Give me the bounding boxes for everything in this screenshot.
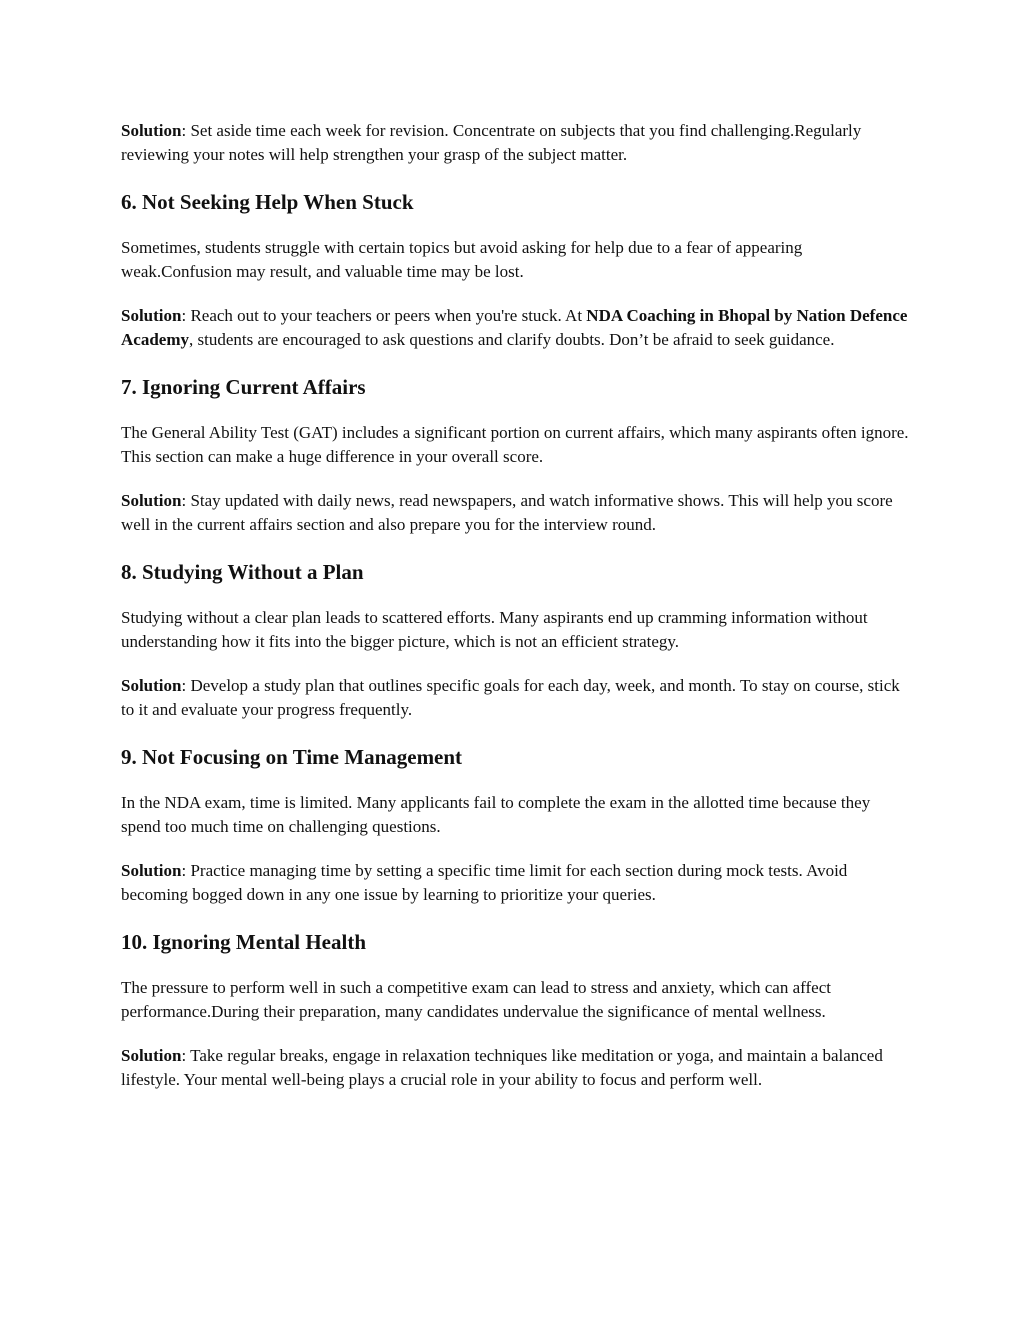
section-solution-10: [121, 1044, 911, 1092]
solution-text: : Set aside time each week for revision. Concentrate on subjects that you find challenging.Regularly reviewing your notes will help strengthen your grasp of the subject matter.: [121, 121, 862, 164]
section-body-7: The General Ability Test (GAT) includes a significant portion on current affairs, which many aspirants often ignore. This section can make a huge difference in your overall score.: [121, 423, 909, 466]
solution-text: , students are encouraged to ask questions and clarify doubts. Don’t be afraid to seek guidance.: [188, 330, 835, 349]
section-body-10: The pressure to perform well in such a competitive exam can lead to stress and anxiety, which can affect performance.During their preparation, many candidates undervalue the significance of mental wellness.: [121, 978, 831, 1021]
solution-label: Solution: [121, 1046, 182, 1065]
section-solution-8: [121, 674, 911, 722]
section-heading-10: 10. Ignoring Mental Health: [121, 930, 366, 954]
section-solution-9: [121, 859, 911, 907]
section-solution-6: [121, 304, 911, 352]
section-heading-6: 6. Not Seeking Help When Stuck: [121, 190, 414, 214]
solution-label: Solution: [121, 861, 182, 880]
solution-label: Solution: [121, 491, 182, 510]
academy-name: NDA Coaching in Bhopal by Nation Defence Academy: [121, 306, 908, 349]
document-page: [121, 119, 911, 1112]
solution-text: : Stay updated with daily news, read newspapers, and watch informative shows. This will help you score well in the current affairs section and also prepare you for the interview round.: [121, 491, 893, 534]
solution-text: : Practice managing time by setting a specific time limit for each section during mock tests. Avoid becoming bogged down in any one issue by learning to prioritize your queries.: [121, 861, 848, 904]
section-body-8: Studying without a clear plan leads to scattered efforts. Many aspirants end up cramming information without understanding how it fits into the bigger picture, which is not an efficient strategy.: [121, 608, 868, 651]
solution-text: : Reach out to your teachers or peers when you're stuck. At: [181, 306, 587, 325]
section-solution-7: [121, 489, 911, 537]
solution-label: Solution: [121, 306, 182, 325]
solution-text: : Take regular breaks, engage in relaxation techniques like meditation or yoga, and maintain a balanced lifestyle. Your mental well-being plays a crucial role in your ability to focus and perform well.: [121, 1046, 883, 1089]
solution-label: Solution: [121, 121, 182, 140]
solution-label: Solution: [121, 676, 182, 695]
section-heading-7: 7. Ignoring Current Affairs: [121, 375, 366, 399]
section-heading-8: 8. Studying Without a Plan: [121, 560, 364, 584]
section-body-6: Sometimes, students struggle with certain topics but avoid asking for help due to a fear of appearing weak.Confusion may result, and valuable time may be lost.: [121, 238, 803, 281]
intro-solution-paragraph: [121, 119, 911, 167]
section-heading-9: 9. Not Focusing on Time Management: [121, 745, 463, 769]
section-body-9: In the NDA exam, time is limited. Many applicants fail to complete the exam in the allotted time because they spend too much time on challenging questions.: [121, 793, 871, 836]
solution-text: : Develop a study plan that outlines specific goals for each day, week, and month. To stay on course, stick to it and evaluate your progress frequently.: [121, 676, 900, 719]
